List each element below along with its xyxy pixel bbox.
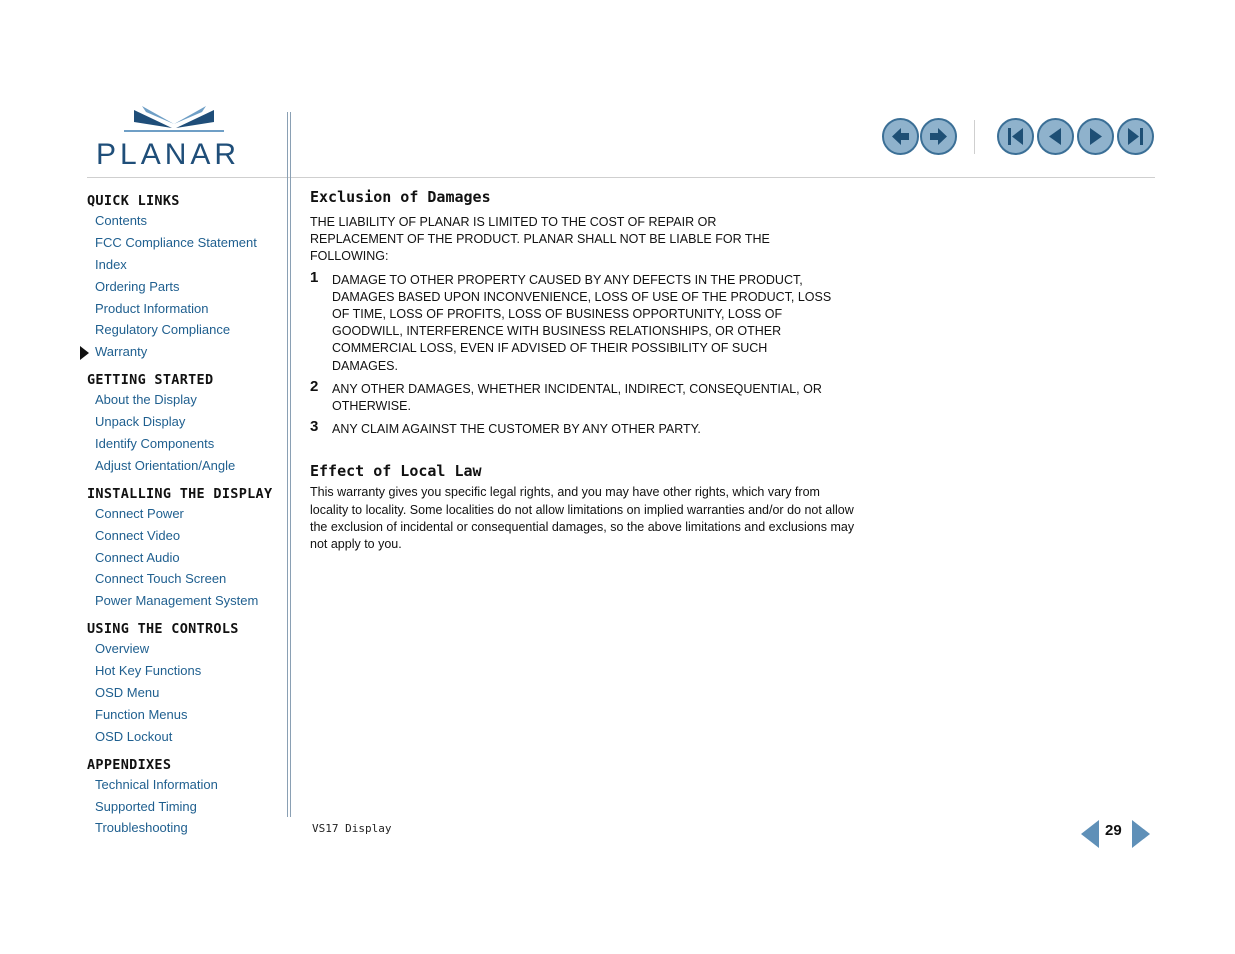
- sidebar-item-function-menus[interactable]: Function Menus: [95, 706, 188, 722]
- exclusion-item: [310, 268, 832, 375]
- sidebar-item-warranty[interactable]: [87, 341, 282, 363]
- item-text: DAMAGE TO OTHER PROPERTY CAUSED BY ANY DEFECTS IN THE PRODUCT, DAMAGES BASED UPON INCONVENIENCE, LOSS OF USE OF THE PRODUCT, LOSS OF TIME, LOSS OF PROFITS, LOSS OF BUSINESS OPPORTUNITY, LOSS OF GOODWILL, INTERFERENCE WITH BUSINESS RELATIONSHIPS, OR OTHER COMMERCIAL LOSS, EVEN IF ADVISED OF THEIR POSSIBILITY OF SUCH DAMAGES.: [332, 272, 832, 373]
- previous-page-icon: [1039, 120, 1072, 153]
- current-page-marker-icon: [80, 346, 89, 360]
- page-number: 29: [1105, 822, 1122, 839]
- item-number: 3: [310, 418, 319, 436]
- main-content: [310, 186, 870, 553]
- section-title-installing: INSTALLING THE DISPLAY: [87, 485, 273, 502]
- sidebar-item-unpack-display[interactable]: Unpack Display: [95, 414, 186, 430]
- exclusion-item: [310, 377, 832, 415]
- section-title-using-controls: USING THE CONTROLS: [87, 621, 239, 638]
- next-page-icon: [1079, 120, 1112, 153]
- sidebar-item-identify-components[interactable]: Identify Components: [95, 436, 215, 452]
- exclusion-intro: THE LIABILITY OF PLANAR IS LIMITED TO THE COST OF REPAIR OR REPLACEMENT OF THE PRODUCT. PLANAR SHALL NOT BE LIABLE FOR THE FOLLOWING:: [310, 215, 770, 264]
- exclusion-item: [310, 418, 832, 438]
- last-page-button[interactable]: [1117, 118, 1154, 155]
- sidebar-item-label: Warranty: [95, 344, 148, 360]
- planar-logo[interactable]: [94, 104, 254, 170]
- item-text: ANY CLAIM AGAINST THE CUSTOMER BY ANY OTHER PARTY.: [332, 422, 701, 437]
- item-number: 1: [310, 268, 319, 286]
- item-text: ANY OTHER DAMAGES, WHETHER INCIDENTAL, INDIRECT, CONSEQUENTIAL, OR OTHERWISE.: [332, 381, 822, 414]
- planar-wordmark: PLANAR: [96, 138, 241, 171]
- sidebar-item-index[interactable]: Index: [95, 256, 127, 272]
- sidebar-item-osd-lockout[interactable]: OSD Lockout: [95, 728, 173, 744]
- first-page-button[interactable]: [997, 118, 1034, 155]
- header-divider: [87, 177, 1155, 178]
- first-page-icon: [999, 120, 1032, 153]
- sidebar-item-hot-key-functions[interactable]: Hot Key Functions: [95, 663, 202, 679]
- section-title-quick-links: QUICK LINKS: [87, 193, 180, 209]
- sidebar-item-troubleshooting[interactable]: Troubleshooting: [95, 820, 188, 836]
- sidebar-item-adjust-orientation[interactable]: Adjust Orientation/Angle: [95, 457, 236, 473]
- forward-icon: [922, 120, 955, 153]
- previous-page-button[interactable]: [1037, 118, 1074, 155]
- sidebar-divider: [287, 112, 291, 817]
- section-title-appendixes: APPENDIXES: [87, 756, 172, 773]
- back-button[interactable]: [882, 118, 919, 155]
- sidebar-item-osd-menu[interactable]: OSD Menu: [95, 685, 160, 701]
- sidebar-item-fcc-compliance[interactable]: FCC Compliance Statement: [95, 234, 257, 250]
- local-law-text: This warranty gives you specific legal rights, and you may have other rights, which vary from locality to locality. Some localities do not allow limitations on implied warranties and/or do not allow the exclusion of incidental or consequential damages, so the above limitations and exclusions may not apply to you.: [310, 485, 855, 552]
- heading-exclusion-of-damages: Exclusion of Damages: [310, 188, 491, 206]
- nav-separator: [974, 120, 975, 154]
- sidebar-item-about-display[interactable]: About the Display: [95, 392, 197, 408]
- next-page-arrow-icon[interactable]: [1131, 819, 1151, 849]
- sidebar-item-ordering-parts[interactable]: Ordering Parts: [95, 278, 180, 294]
- sidebar-item-connect-audio[interactable]: Connect Audio: [95, 549, 180, 565]
- sidebar-item-power-management[interactable]: Power Management System: [95, 593, 259, 609]
- previous-page-arrow-icon[interactable]: [1080, 819, 1100, 849]
- last-page-icon: [1119, 120, 1152, 153]
- sidebar-item-connect-touch-screen[interactable]: Connect Touch Screen: [95, 571, 227, 587]
- sidebar-item-regulatory-compliance[interactable]: Regulatory Compliance: [95, 322, 231, 338]
- sidebar-item-technical-information[interactable]: Technical Information: [95, 776, 218, 792]
- item-number: 2: [310, 377, 319, 395]
- next-page-button[interactable]: [1077, 118, 1114, 155]
- sidebar: [87, 190, 282, 839]
- sidebar-item-overview[interactable]: Overview: [95, 641, 150, 657]
- section-title-getting-started: GETTING STARTED: [87, 372, 214, 389]
- sidebar-item-connect-video[interactable]: Connect Video: [95, 527, 181, 543]
- back-icon: [884, 120, 917, 153]
- document-title: VS17 Display: [312, 822, 392, 835]
- forward-button[interactable]: [920, 118, 957, 155]
- sidebar-item-product-information[interactable]: Product Information: [95, 300, 209, 316]
- sidebar-item-supported-timing[interactable]: Supported Timing: [95, 798, 197, 814]
- planar-logo-mark: [94, 104, 254, 138]
- sidebar-item-connect-power[interactable]: Connect Power: [95, 505, 184, 521]
- sidebar-item-contents[interactable]: Contents: [95, 213, 148, 228]
- heading-effect-of-local-law: Effect of Local Law: [310, 462, 482, 481]
